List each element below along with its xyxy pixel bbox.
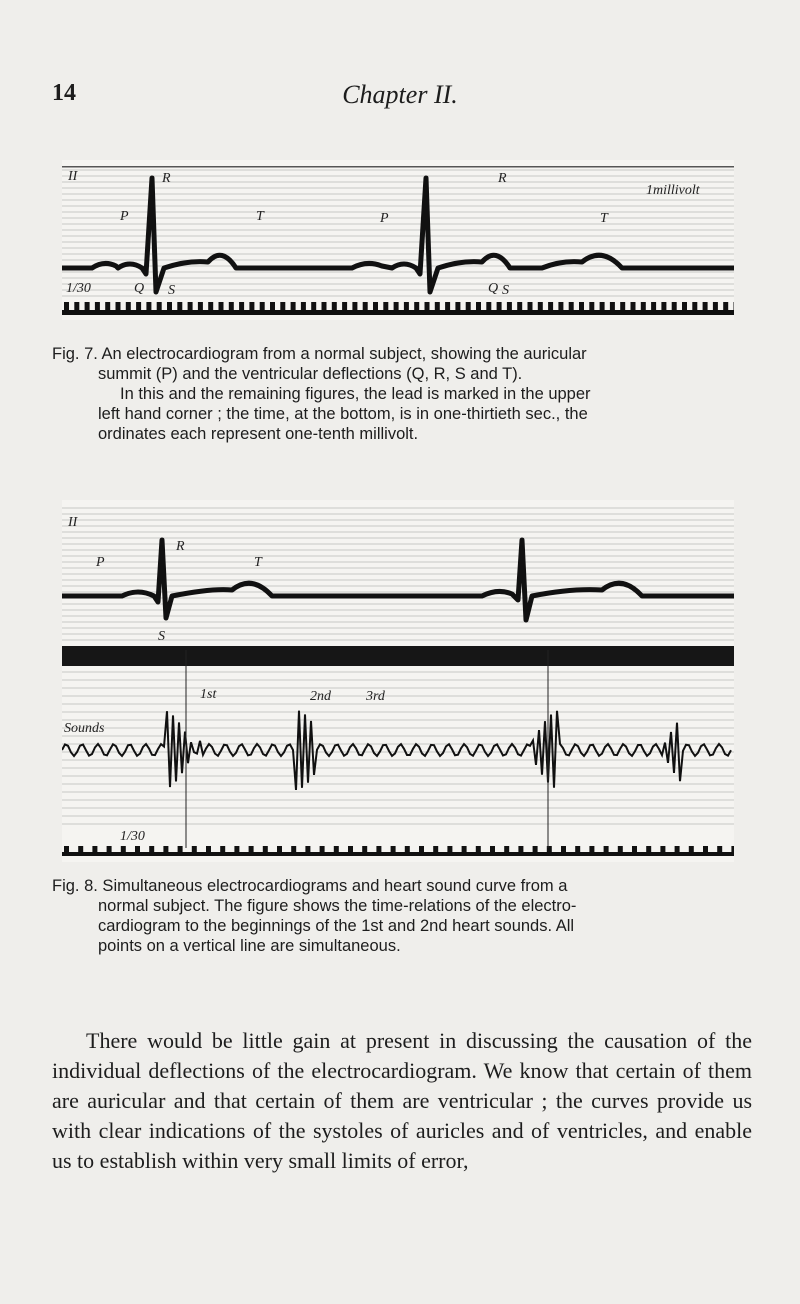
fig7-caption-line: In this and the remaining figures, the lead is marked in the upper xyxy=(120,385,591,403)
fig7-caption-line: Fig. 7. An electrocardiogram from a normal subject, showing the auricular xyxy=(52,345,587,363)
fig8-caption-line: cardiogram to the beginnings of the 1st and 2nd heart sounds. All xyxy=(98,917,575,935)
fig8-black-band xyxy=(62,646,734,666)
chapter-title: Chapter II. xyxy=(342,80,458,109)
body-paragraph-container xyxy=(52,1026,752,1176)
fig8-time-label: 1/30 xyxy=(120,829,145,844)
fig8-sounds-label: Sounds xyxy=(64,721,105,736)
figure-8 xyxy=(62,500,734,862)
fig7-p2-label: P xyxy=(380,211,389,226)
fig8-s-label: S xyxy=(158,629,165,644)
fig7-t-label: T xyxy=(256,209,264,224)
fig8-third-sound-label: 3rd xyxy=(366,689,385,704)
fig8-caption xyxy=(52,876,742,956)
fig7-caption-line: ordinates each represent one-tenth millivolt. xyxy=(98,425,419,443)
fig8-lead-label: II xyxy=(68,515,78,530)
page-header xyxy=(0,80,800,120)
fig7-s-label: S xyxy=(168,283,175,298)
fig7-t2-label: T xyxy=(600,211,608,226)
fig7-r2-label: R xyxy=(498,171,507,186)
figure-7 xyxy=(62,160,734,320)
body-paragraph: There would be little gain at present in discussing the causation of the individual deflections of the electrocardiogram. We know that certain of them are auricular and that certain of them are ventricular ; the curves provide us with clear indications of the systoles of auricles and of ventricles, and enable us to establish within very small limits of error, xyxy=(52,1028,752,1173)
fig7-p-label: P xyxy=(120,209,129,224)
fig7-lead-label: II xyxy=(68,169,78,184)
fig7-caption xyxy=(52,344,742,444)
fig7-s2-label: S xyxy=(502,283,509,298)
fig7-time-label: 1/30 xyxy=(66,281,91,296)
fig8-t-label: T xyxy=(254,555,262,570)
fig7-r-label: R xyxy=(162,171,171,186)
page-number: 14 xyxy=(52,80,76,106)
fig8-ecg-and-sound-trace xyxy=(62,500,734,862)
fig7-caption-line: summit (P) and the ventricular deflections (Q, R, S and T). xyxy=(98,365,523,383)
fig8-caption-line: points on a vertical line are simultaneous. xyxy=(98,937,401,955)
fig8-r-label: R xyxy=(176,539,185,554)
fig7-millivolt-label: 1millivolt xyxy=(646,183,700,198)
fig7-caption-line: left hand corner ; the time, at the bottom, is in one-thirtieth sec., the xyxy=(98,405,588,423)
fig8-caption-line: Fig. 8. Simultaneous electrocardiograms and heart sound curve from a xyxy=(52,877,568,895)
fig8-p-label: P xyxy=(96,555,105,570)
fig7-q-label: Q xyxy=(134,281,145,296)
fig8-first-sound-label: 1st xyxy=(200,687,217,702)
fig7-q2-label: Q xyxy=(488,281,499,296)
fig8-caption-line: normal subject. The figure shows the time-relations of the electro- xyxy=(98,897,577,915)
fig8-second-sound-label: 2nd xyxy=(310,689,331,704)
fig7-ecg-trace xyxy=(62,160,734,320)
